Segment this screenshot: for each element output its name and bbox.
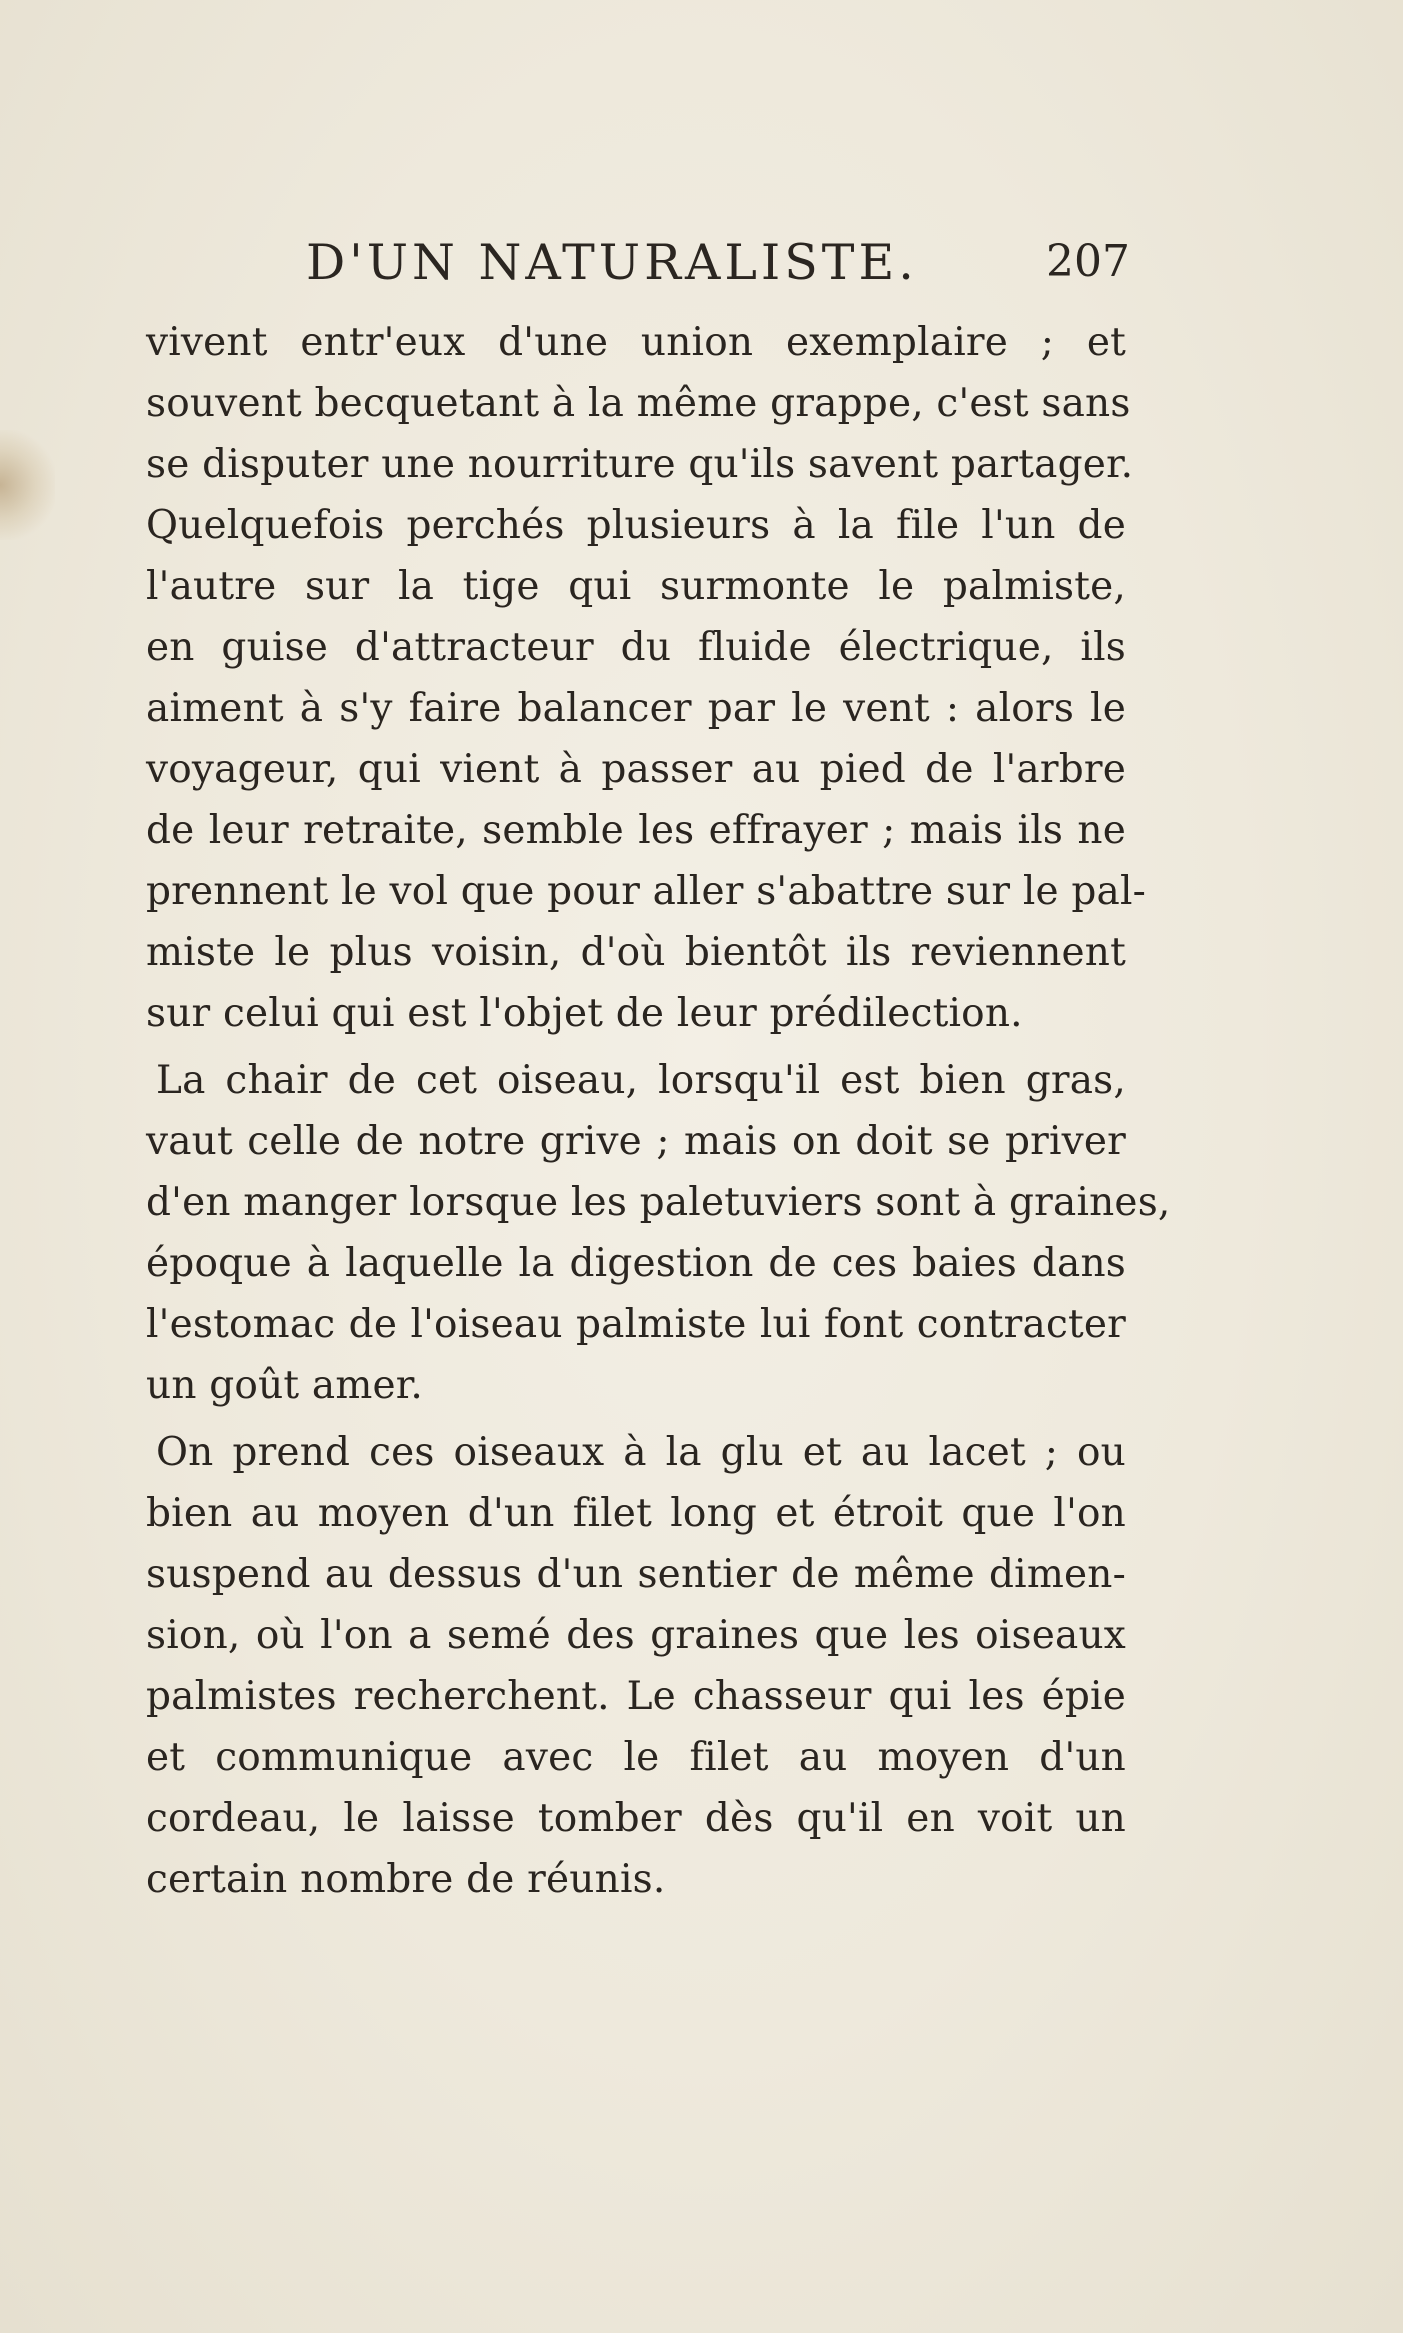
body-text xyxy=(146,312,1171,1910)
running-head xyxy=(150,234,1130,304)
text-line: en guise d'attracteur du fluide électrique, ils xyxy=(146,625,1126,670)
paragraph-2 xyxy=(146,1050,1171,1416)
text-line: sur celui qui est l'objet de leur prédilection. xyxy=(146,991,1023,1036)
text-line: suspend au dessus d'un sentier de même dimen- xyxy=(146,1552,1126,1597)
text-line: prennent le vol que pour aller s'abattre sur le pal- xyxy=(146,869,1147,914)
text-line: On prend ces oiseaux à la glu et au lacet ; ou xyxy=(156,1430,1126,1475)
page-number: 207 xyxy=(1046,236,1130,287)
paragraph-1 xyxy=(146,312,1147,1044)
running-title: D'UN NATURALISTE. xyxy=(306,234,918,291)
text-line: voyageur, qui vient à passer au pied de l'arbre xyxy=(146,747,1126,792)
text-line: La chair de cet oiseau, lorsqu'il est bien gras, xyxy=(156,1058,1126,1103)
text-line: cordeau, le laisse tomber dès qu'il en voit un xyxy=(146,1796,1126,1841)
paragraph-3 xyxy=(146,1422,1126,1910)
text-line: vaut celle de notre grive ; mais on doit se priver xyxy=(146,1119,1126,1164)
text-line: d'en manger lorsque les paletuviers sont à graines, xyxy=(146,1180,1171,1225)
text-line: un goût amer. xyxy=(146,1363,423,1408)
text-line: Quelquefois perchés plusieurs à la file l'un de xyxy=(146,503,1126,548)
text-line: vivent entr'eux d'une union exemplaire ; et xyxy=(146,320,1126,365)
text-line: souvent becquetant à la même grappe, c'est sans xyxy=(146,381,1131,426)
text-line: aiment à s'y faire balancer par le vent : alors le xyxy=(146,686,1126,731)
text-line: l'autre sur la tige qui surmonte le palmiste, xyxy=(146,564,1126,609)
text-line: époque à laquelle la digestion de ces baies dans xyxy=(146,1241,1126,1286)
text-line: se disputer une nourriture qu'ils savent partager. xyxy=(146,442,1134,487)
text-line: palmistes recherchent. Le chasseur qui les épie xyxy=(146,1674,1126,1719)
text-line: et communique avec le filet au moyen d'un xyxy=(146,1735,1126,1780)
text-line: l'estomac de l'oiseau palmiste lui font contracter xyxy=(146,1302,1126,1347)
page-edge-stain xyxy=(0,430,55,540)
text-line: miste le plus voisin, d'où bientôt ils reviennent xyxy=(146,930,1126,975)
text-line: certain nombre de réunis. xyxy=(146,1857,666,1902)
text-line: sion, où l'on a semé des graines que les oiseaux xyxy=(146,1613,1126,1658)
text-line: bien au moyen d'un filet long et étroit que l'on xyxy=(146,1491,1126,1536)
text-line: de leur retraite, semble les effrayer ; mais ils ne xyxy=(146,808,1126,853)
